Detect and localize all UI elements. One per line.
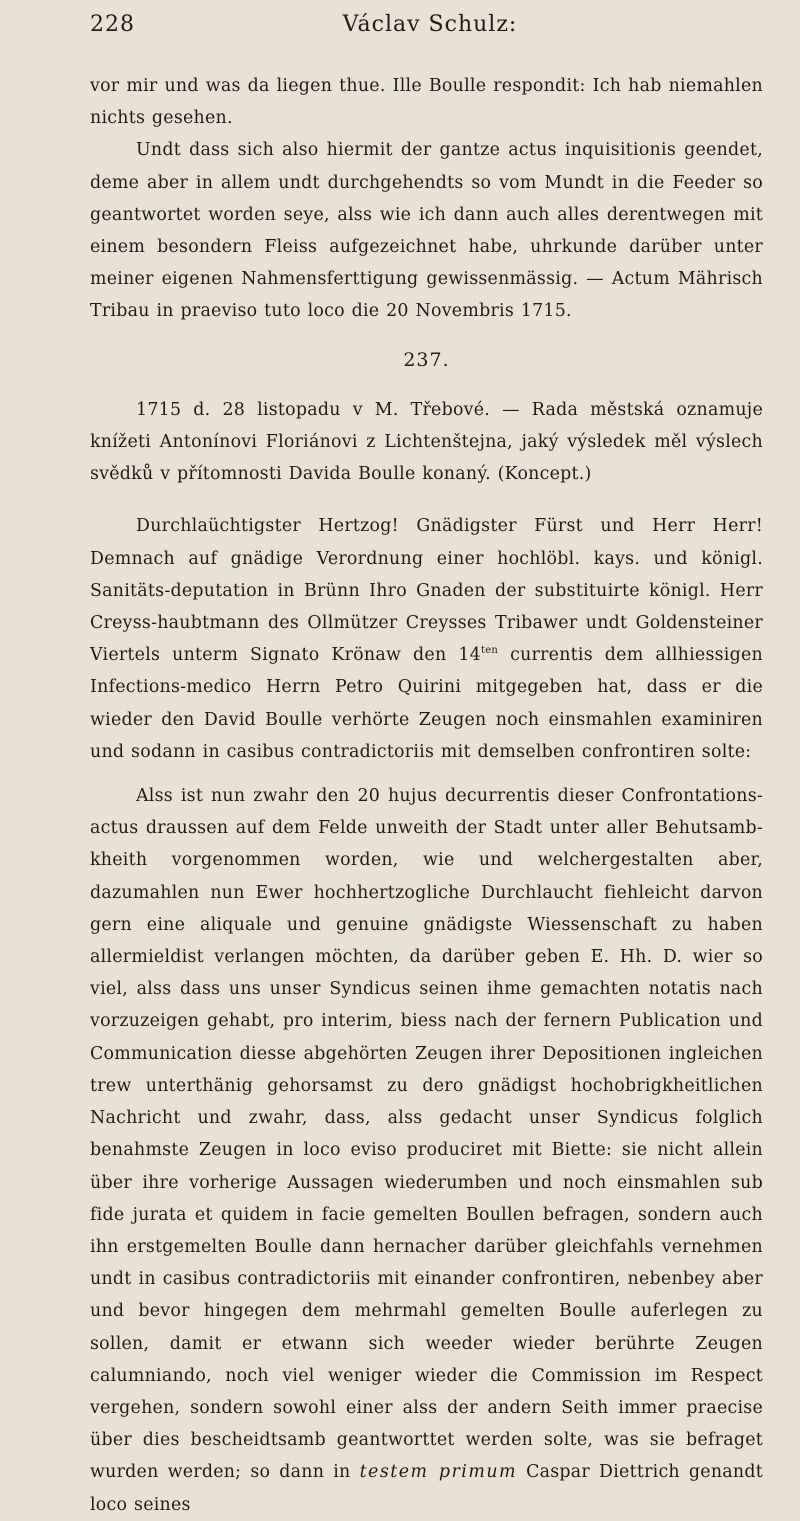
paragraph-closing: Undt dass sich also hiermit der gantze actus inquisitionis geendet, deme aber in allem undt durchgehendts so vom Mundt in die Feeder so geantwortet worden seye, alss wie ich dann auch alles derentwegen mit einem besondern Fleiss aufgezeichnet habe, uhrkunde darüber unter meiner eigenen Nahmensferttigung gewissenmässig. — Actum Mährisch Tribau in praeviso tuto loco die 20 Novembris 1715. — [90, 140, 763, 322]
page-number: 228 — [90, 12, 135, 37]
page-header — [90, 12, 770, 48]
letter-paragraph-2-text-b: Caspar Diettrich genandt loco seines — [90, 1462, 763, 1515]
document-number: 237. — [403, 348, 450, 371]
paragraph-continuation: vor mir und was da liegen thue. Ille Boulle respondit: Ich hab niemahlen nichts gesehen. — [90, 76, 763, 129]
letter-paragraph-1-text-a: Durchlaüchtigster Hertzog! Gnädigster Fürst und Herr Herr! Demnach auf gnädige Verordnung einer hochlöbl. kays. und königl. Sanitäts-deputation in Brünn Ihro Gnaden der substituirte königl. Herr Creyss-haubtmann des Ollmützer Creysses Tribawer undt Goldensteiner Viertels unterm Signato Krönaw den 14 — [90, 516, 763, 666]
body-text — [90, 70, 763, 1521]
letter-paragraph-2 — [90, 780, 763, 1521]
emphasized-phrase: testem primum — [359, 1462, 518, 1483]
document-summary: 1715 d. 28 listopadu v M. Třebové. — Rada městská oznamuje knížeti Antonínovi Floriánovi z Lichtenštejna, jaký výsledek měl výslech svědků v přítomnosti Davida Boulle konaný. (Koncept.) — [90, 399, 763, 485]
letter-paragraph-2-text-a: Alss ist nun zwahr den 20 hujus decurrentis dieser Confrontations-actus draussen auf dem Felde unweith der Stadt unter aller Behutsamb-kheith vorgenommen worden, wie und welchergestalten aber, dazumahlen nun Ewer hochhertzogliche Durchlaucht fiehleicht darvon gern eine aliquale und genuine gnädigste Wiessenschaft zu haben allermieldist verlangen möchten, da darüber geben E. Hh. D. wier so viel, alss dass uns unser Syndicus seinen ihme gemachten notatis nach vorzuzeigen gehabt, pro interim, biess nach der fernern Publication und Communication diesse abgehörten Zeugen ihrer Depositionen ingleichen trew unterthänig gehorsamst zu dero gnädigst hochobrigkheitlichen Nachricht und zwahr, dass, alss gedacht unser Syndicus folglich benahmste Zeugen in loco eviso produciret mit Biette: sie nicht allein über ihre vorherige Aussagen wiederumben und noch einsmahlen sub fide jurata et quidem in facie gemelten Boullen befragen, sondern auch ihn erstgemelten Boulle dann hernacher darüber gleichfahls vernehmen undt in casibus contradictoriis mit einander confrontiren, nebenbey aber und bevor hingegen dem mehrmahl gemelten Boulle auferlegen zu sollen, damit er etwann sich weeder wieder berührte Zeugen calumniando, noch viel weniger wieder die Commission im Respect vergehen, sondern sowohl einer alss der andern Seith immer praecise über dies bescheidtsamb geantworttet werden solte, was sie befraget wurden werden; so dann in — [90, 786, 763, 1483]
superscript: ten — [481, 645, 499, 657]
letter-paragraph-1 — [90, 510, 763, 768]
letter-paragraph-1-text-b: currentis dem allhiessigen Infections-medico Herrn Petro Quirini mitgegeben hat, dass er die wieder den David Boulle verhörte Zeugen noch einsmahlen examiniren und sodann in casibus contradictoriis mit demselben confrontiren solte: — [90, 645, 763, 762]
running-head: Václav Schulz: — [342, 12, 518, 37]
